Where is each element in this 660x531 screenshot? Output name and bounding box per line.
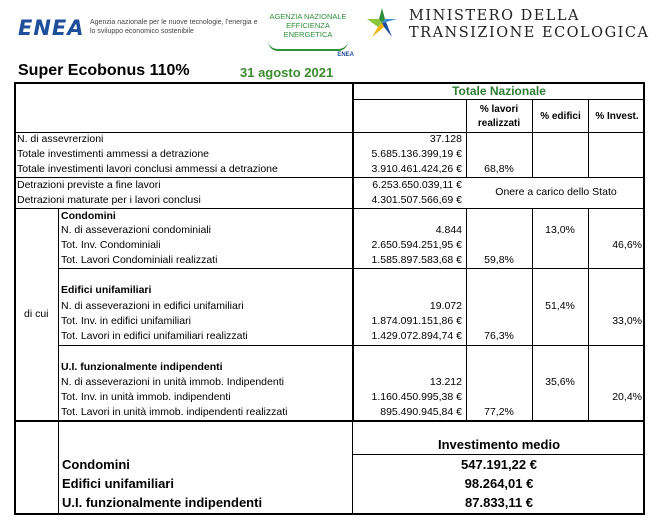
row-pct-lavori: 68,8%: [484, 163, 514, 175]
row-label: Totale investimenti ammessi a detrazione: [17, 148, 210, 160]
row-value: 4.301.507.566,69 €: [371, 194, 462, 206]
group-row-pct-invest: 20,4%: [612, 391, 642, 403]
row-line-top: [14, 177, 645, 178]
medio-value: 98.264,01 €: [464, 476, 534, 491]
group-row-label: Tot. Inv. in unità immob. indipendenti: [61, 391, 231, 403]
agency-line1: AGENZIA NAZIONALE: [269, 12, 347, 21]
group-row-pct-edifici: 13,0%: [545, 224, 575, 236]
col-header-edifici: % edifici: [540, 111, 581, 122]
row-value: 6.253.650.039,11 €: [372, 179, 462, 191]
row-value: 5.685.136.399,19 €: [371, 148, 462, 160]
ministry-line1: MINISTERO DELLA: [409, 8, 581, 24]
header-underline: [352, 99, 645, 100]
medio-label: Condomini: [62, 457, 130, 472]
group-title-unifamiliari: Edifici unifamiliari: [61, 284, 152, 296]
dicui-divider: [58, 208, 59, 515]
group-line-1: [58, 268, 645, 269]
table-header-totale: Totale Nazionale: [452, 84, 546, 98]
group-row-pct-lavori: 59,8%: [484, 254, 514, 266]
medio-label: U.I. funzionalmente indipendenti: [62, 495, 263, 510]
row-line-detr: [14, 208, 645, 209]
group-row-label: Tot. Lavori in edifici unifamiliari realizzati: [61, 330, 248, 342]
medio-value: 87.833,11 €: [465, 495, 533, 510]
dicui-label: di cui: [24, 308, 49, 320]
col-header-invest: % Invest.: [595, 111, 639, 122]
group-row-label: Tot. Lavori in unità immob. indipendenti realizzati: [61, 406, 288, 418]
group-row-value: 1.585.897.583,68 €: [371, 254, 462, 266]
group-row-label: Tot. Inv. in edifici unifamiliari: [61, 315, 191, 327]
ministry-star-icon: [366, 7, 398, 39]
medio-header-underline: [352, 454, 645, 455]
col-header-lavori: % lavori realizzati: [477, 104, 521, 129]
group-title-condomini: Condomini: [61, 210, 116, 222]
group-line-2: [58, 345, 645, 346]
group-row-pct-edifici: 35,6%: [545, 376, 575, 388]
group-row-pct-edifici: 51,4%: [545, 300, 575, 312]
medio-header: Investimento medio: [437, 437, 561, 452]
group-title-indipendenti: U.I. funzionalmente indipendenti: [61, 361, 223, 373]
group-row-label: N. di asseverazioni condominiali: [61, 224, 211, 236]
row-value: 37.128: [429, 133, 462, 145]
agency-line2: EFFICIENZA ENERGETICA: [283, 21, 333, 39]
report-title: Super Ecobonus 110%: [18, 62, 190, 79]
agency-swoosh-icon: [268, 41, 348, 51]
group-row-pct-lavori: 76,3%: [484, 330, 514, 342]
ministry-logo: [409, 8, 649, 42]
group-row-value: 1.160.450.995,38 €: [371, 391, 462, 403]
group-row-pct-lavori: 77,2%: [484, 406, 514, 418]
row-value: 3.910.461.424,26 €: [371, 163, 462, 175]
group-row-value: 4.844: [435, 224, 462, 236]
medio-label: Edifici unifamiliari: [62, 476, 174, 491]
row-label: N. di assevrerzioni: [17, 133, 104, 145]
group-row-label: N. di asseverazioni in edifici unifamiliari: [61, 300, 244, 312]
row-line-head: [14, 132, 645, 133]
ministry-line2: TRANSIZIONE ECOLOGICA: [409, 25, 650, 41]
medio-topline: [14, 420, 645, 422]
group-row-value: 13.212: [429, 376, 462, 388]
group-row-label: N. di asseverazioni in unità immob. Indipendenti: [61, 376, 284, 388]
enea-description: Agenzia nazionale per le nuove tecnologie, l'energia e lo sviluppo economico sostenibile: [90, 19, 258, 35]
group-row-value: 1.429.072.894,74 €: [371, 330, 462, 342]
group-row-label: Tot. Inv. Condominiali: [61, 239, 161, 251]
medio-value: 547.191,22 €: [461, 457, 537, 472]
report-date: 31 agosto 2021: [240, 65, 334, 80]
header-bar: [0, 0, 660, 56]
group-row-value: 19.072: [429, 300, 462, 312]
col-line-3b: [588, 208, 589, 421]
group-row-value: 895.490.945,84 €: [380, 406, 462, 418]
row-label: Totale investimenti lavori conclusi ammessi a detrazione: [17, 163, 278, 175]
row-label: Detrazioni maturate per i lavori conclusi: [17, 194, 201, 206]
col-line-2b: [532, 208, 533, 421]
enea-logo: ENEA: [18, 16, 85, 40]
group-row-pct-invest: 33,0%: [612, 315, 642, 327]
group-row-label: Tot. Lavori Condominiali realizzati: [61, 254, 218, 266]
agency-brand: ENEA: [337, 52, 354, 58]
group-row-pct-invest: 46,6%: [612, 239, 642, 251]
group-row-value: 2.650.594.251,95 €: [371, 239, 462, 251]
agency-logo: [262, 12, 354, 60]
row-label: Detrazioni previste a fine lavori: [17, 179, 161, 191]
col-line-1b: [466, 208, 467, 421]
group-row-value: 1.874.091.151,86 €: [371, 315, 462, 327]
onere-note: Onere a carico dello Stato: [495, 186, 617, 198]
